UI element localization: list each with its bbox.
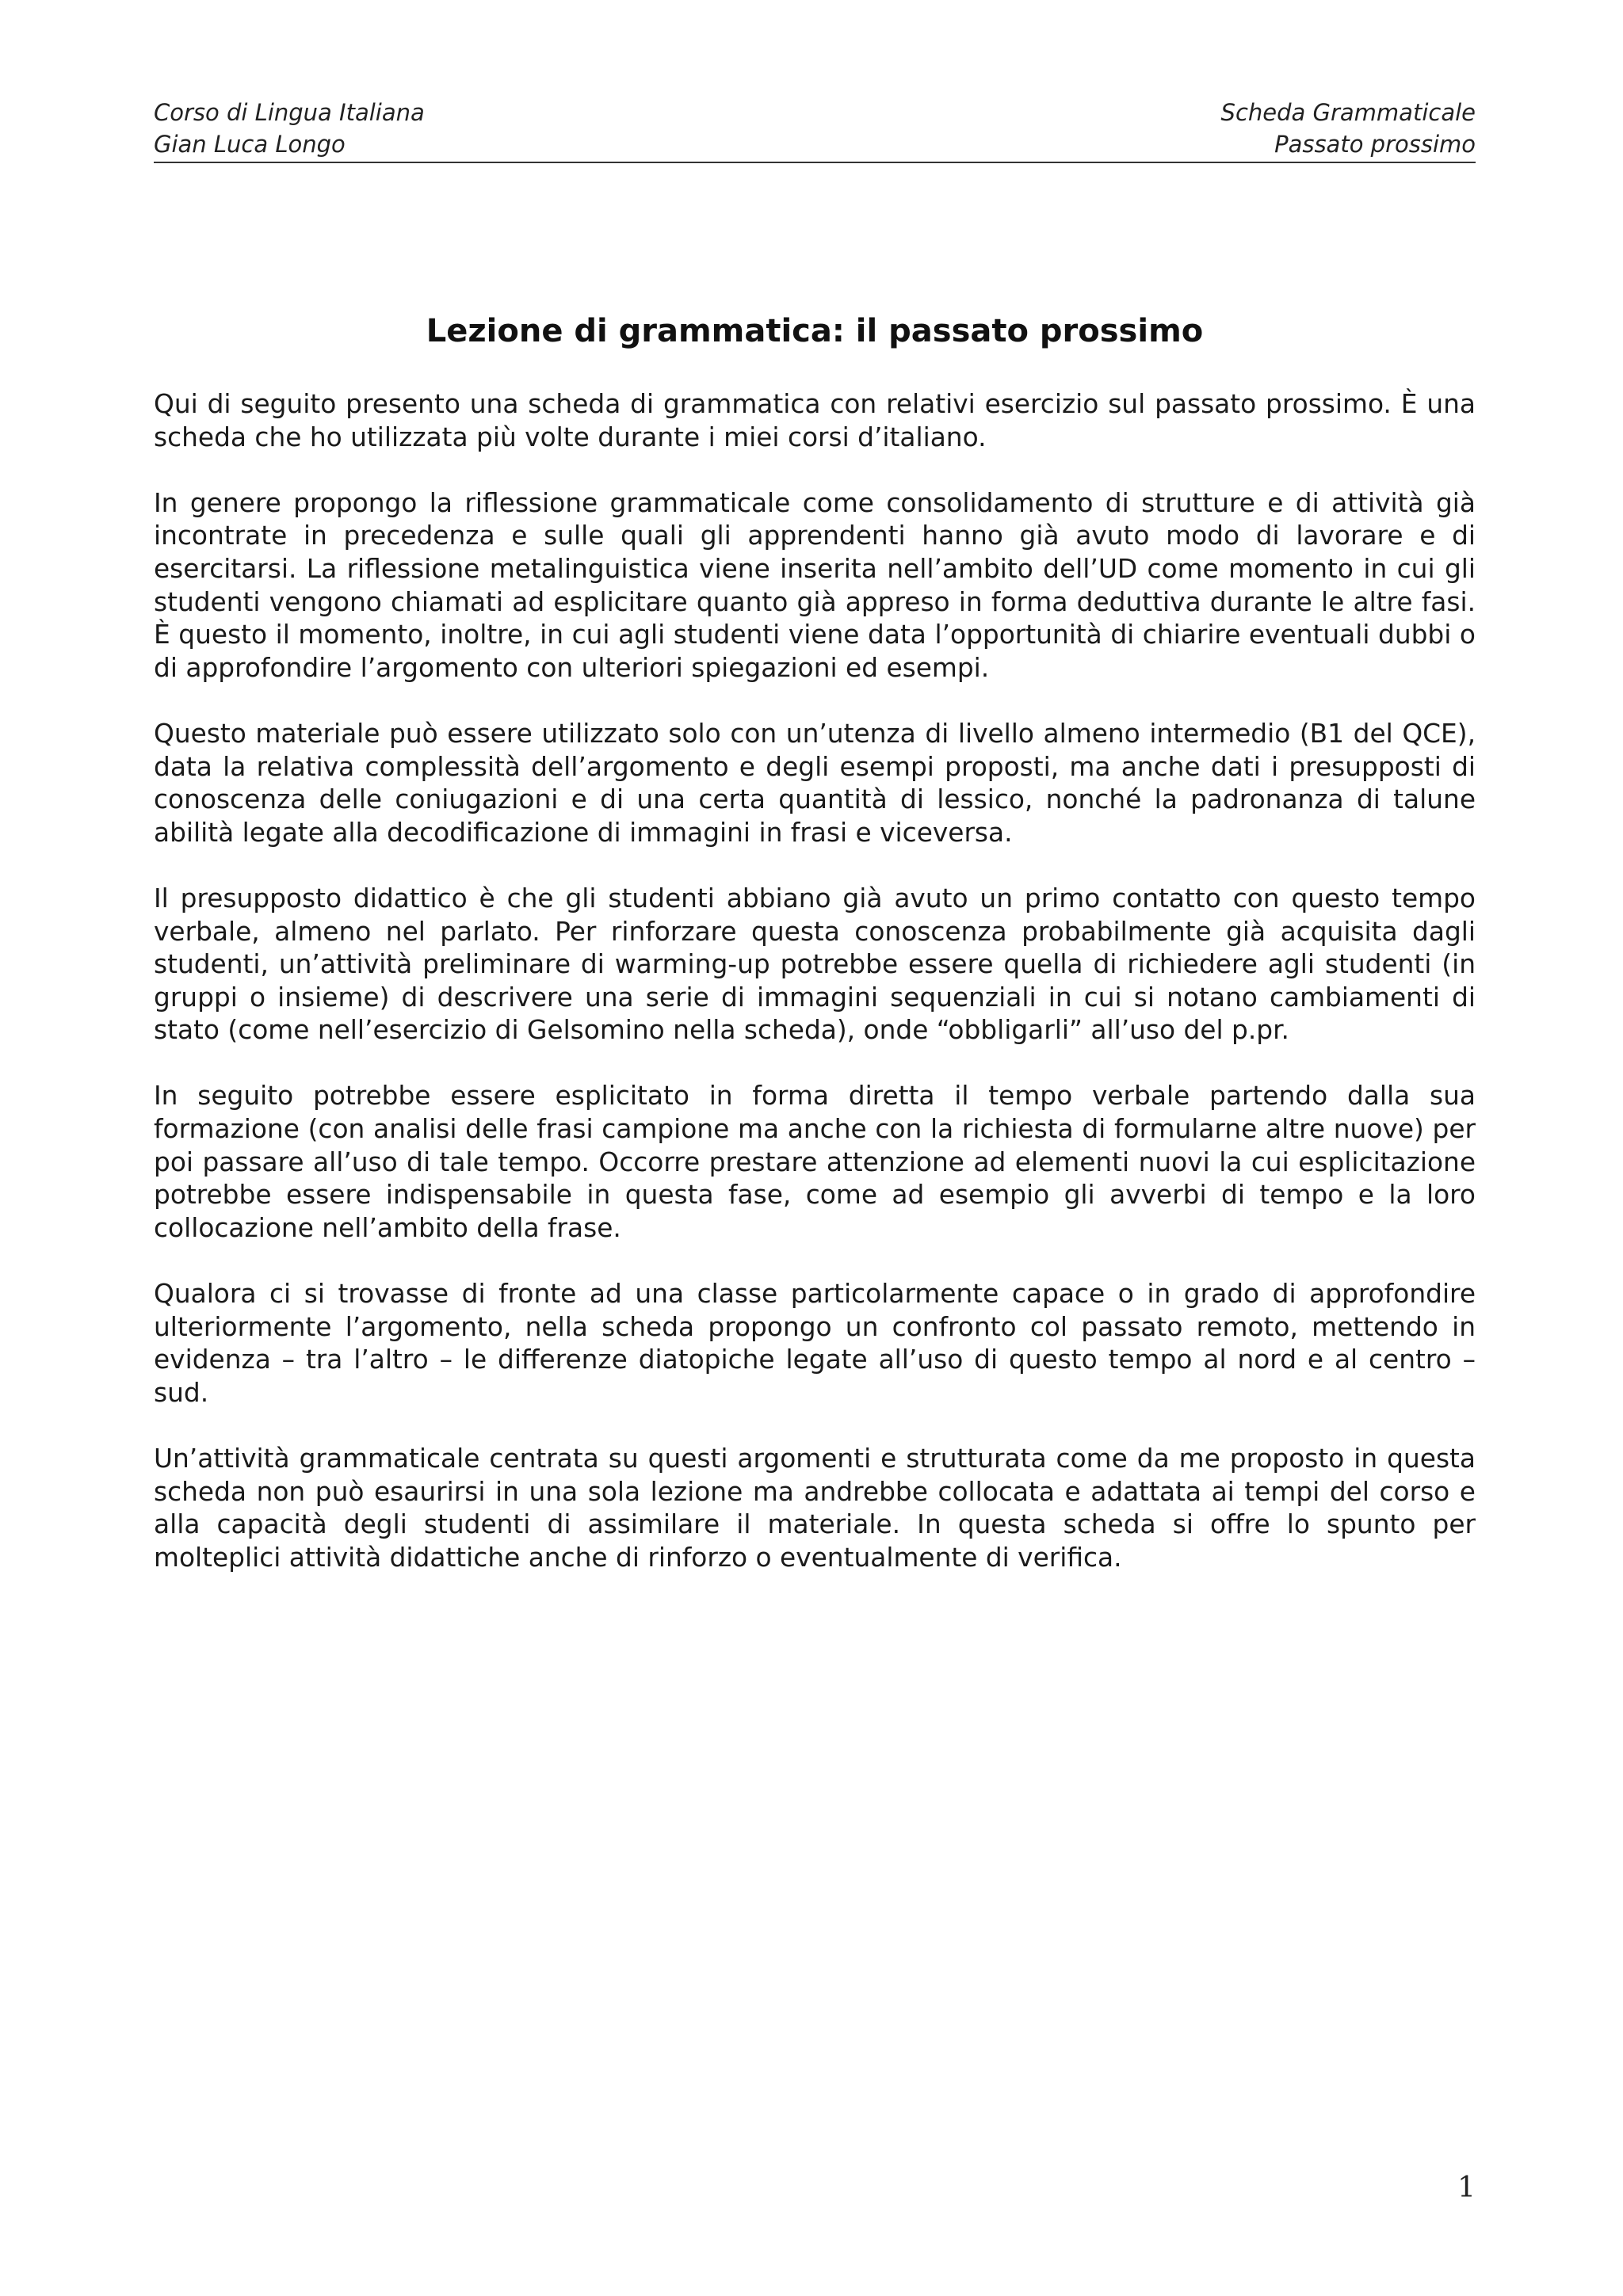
page-number: 1	[1457, 2172, 1476, 2204]
sheet-topic: Passato prossimo	[1274, 131, 1476, 158]
sheet-type: Scheda Grammaticale	[1220, 99, 1476, 126]
paragraph-level: Questo materiale può essere utilizzato solo con un’utenza di livello almeno intermedio (B1 del QCE), data la relativa complessità dell’argomento e degli esempi proposti, ma anche dati i presupposti di conoscenza delle coniugazioni e di una certa quantità di lessico, nonché la padronanza di talune abilità legate alla decodificazione di immagini in frasi e viceversa.	[154, 718, 1476, 848]
paragraph-intro: Qui di seguito presento una scheda di grammatica con relativi esercizio sul passato prossimo. È una scheda che ho utilizzata più volte durante i miei corsi d’italiano.	[154, 389, 1476, 452]
author-name: Gian Luca Longo	[154, 131, 346, 158]
paragraph-premise: Il presupposto didattico è che gli studenti abbiano già avuto un primo contatto con questo tempo verbale, almeno nel parlato. Per rinforzare questa conoscenza probabilmente già acquisita dagli studenti, un’attività preliminare di warming-up potrebbe essere quella di richiedere agli studenti (in gruppi o insieme) di descrivere una serie di immagini sequenziali in cui si notano cambiamenti di stato (come nell’esercizio di Gelsomino nella scheda), onde “obbligarli” all’uso del p.pr.	[154, 883, 1476, 1046]
document-body	[154, 388, 1476, 1608]
header-left	[154, 97, 425, 160]
course-name: Corso di Lingua Italiana	[154, 99, 425, 126]
paragraph-conclusion: Un’attività grammaticale centrata su questi argomenti e strutturata come da me proposto in questa scheda non può esaurirsi in una sola lezione ma andrebbe collocata e adattata ai tempi del corso e alla capacità degli studenti di assimilare il materiale. In questa scheda si offre lo spunto per molteplici attività didattiche anche di rinforzo o eventualmente di verifica.	[154, 1444, 1476, 1573]
paragraph-method: In genere propongo la riflessione grammaticale come consolidamento di strutture e di attività già incontrate in precedenza e sulle quali gli apprendenti hanno già avuto modo di lavorare e di esercitarsi. La riflessione metalinguistica viene inserita nell’ambito dell’UD come momento in cui gli studenti vengono chiamati ad esplicitare quanto già appreso in forma deduttiva durante le altre fasi. È questo il momento, inoltre, in cui agli studenti viene data l’opportunità di chiarire eventuali dubbi o di approfondire l’argomento con ulteriori spiegazioni ed esempi.	[154, 487, 1476, 683]
page-header	[154, 97, 1476, 163]
paragraph-comparison: Qualora ci si trovasse di fronte ad una classe particolarmente capace o in grado di approfondire ulteriormente l’argomento, nella scheda propongo un confronto col passato remoto, mettendo in evidenza – tra l’altro – le differenze diatopiche legate all’uso di questo tempo al nord e al centro – sud.	[154, 1279, 1476, 1408]
page-title: Lezione di grammatica: il passato prossimo	[426, 313, 1204, 349]
header-right	[1221, 97, 1476, 160]
paragraph-formation: In seguito potrebbe essere esplicitato in forma diretta il tempo verbale partendo dalla sua formazione (con analisi delle frasi campione ma anche con la richiesta di formularne altre nuove) per poi passare all’uso di tale tempo. Occorre prestare attenzione ad elementi nuovi la cui esplicitazione potrebbe essere indispensabile in questa fase, come ad esempio gli avverbi di tempo e la loro collocazione nell’ambito della frase.	[154, 1081, 1476, 1243]
